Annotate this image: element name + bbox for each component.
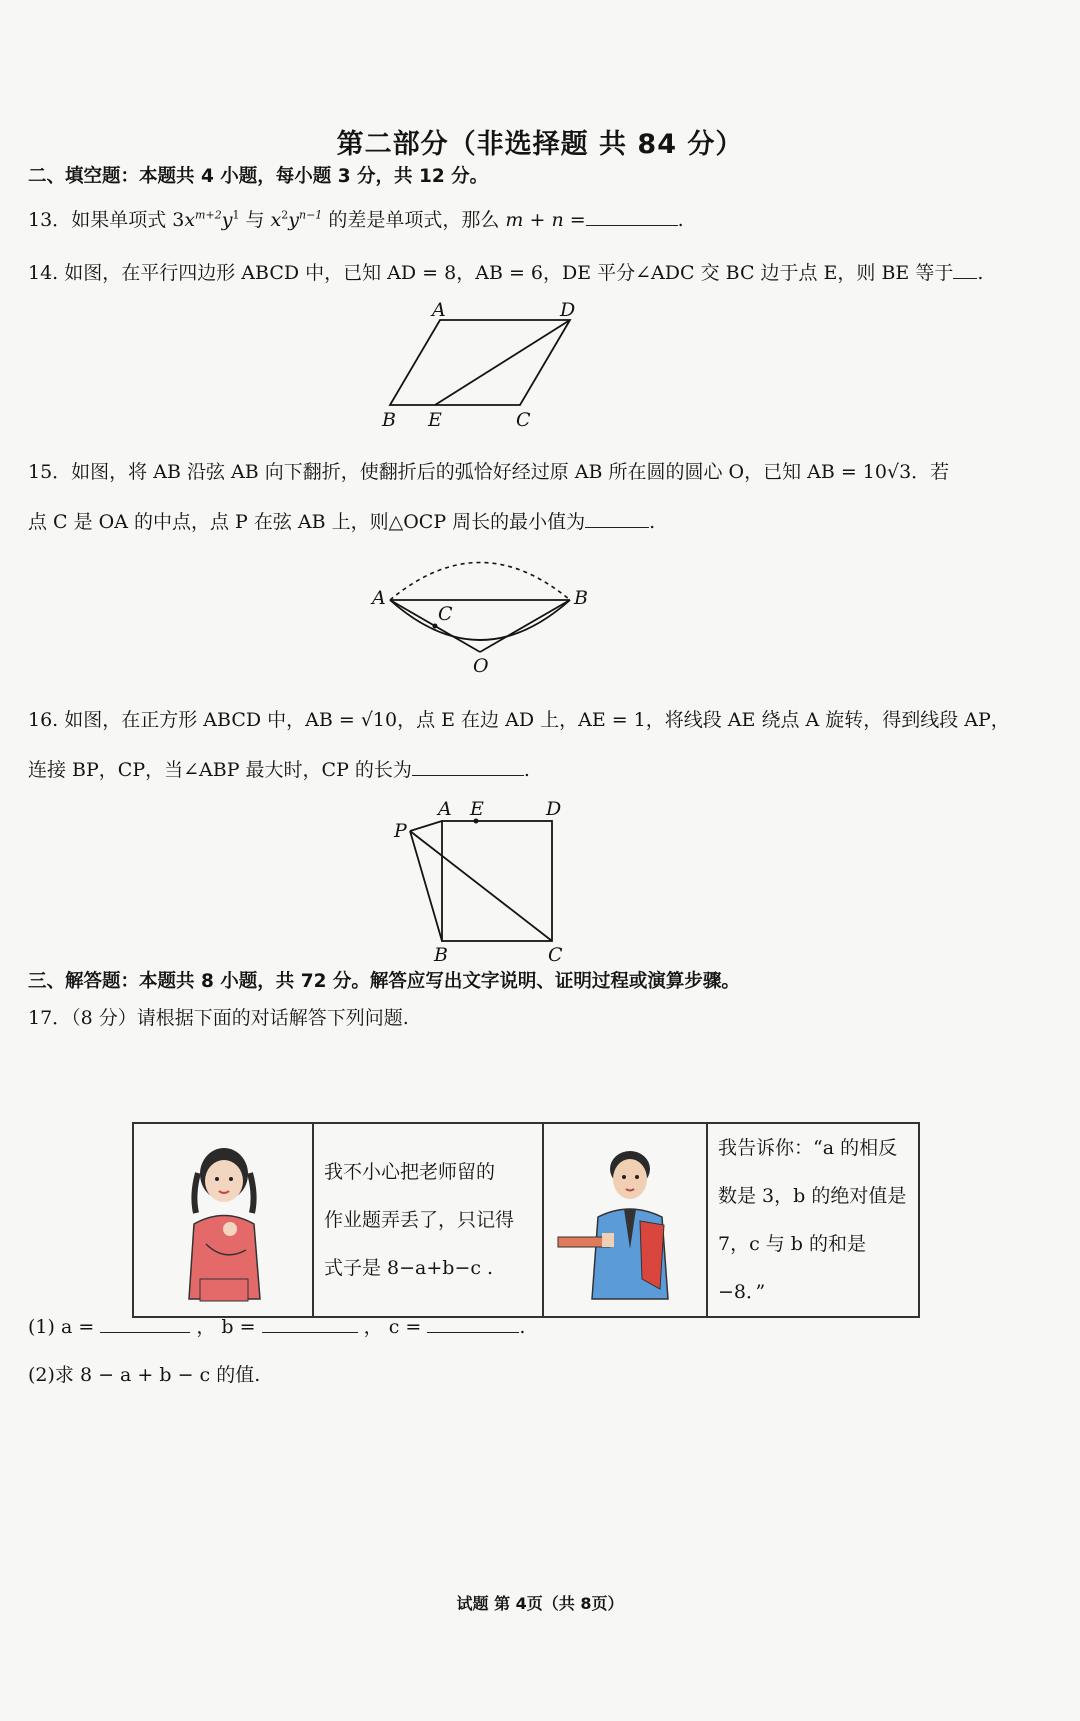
answer-blank-16[interactable] bbox=[412, 757, 524, 776]
label-O: O bbox=[473, 655, 489, 677]
question-14-text: 14. 如图，在平行四边形 ABCD 中，已知 AD = 8，AB = 6，DE 平分∠ADC 交 BC 边于点 E，则 BE 等于 bbox=[28, 262, 954, 284]
teacher-illustration bbox=[544, 1129, 706, 1307]
dialog-table bbox=[132, 1122, 920, 1318]
parallelogram-figure bbox=[380, 300, 600, 430]
folded-arc-figure bbox=[360, 540, 640, 680]
question-13-number: 13． bbox=[28, 209, 72, 231]
question-17-part-2: (2)求 8 − a + b − c 的值. bbox=[28, 1364, 261, 1386]
answer-blank-a[interactable] bbox=[100, 1314, 190, 1333]
question-17-part-1: (1) a = ， b = ， c = . bbox=[28, 1316, 526, 1338]
label-P: P bbox=[394, 820, 407, 842]
answer-blank-b[interactable] bbox=[262, 1314, 358, 1333]
question-15-line-2: 点 C 是 OA 的中点，点 P 在弦 AB 上，则△OCP 周长的最小值为 . bbox=[28, 511, 656, 533]
question-17-header: 17．（8 分）请根据下面的对话解答下列问题. bbox=[28, 1007, 409, 1029]
label-A: A bbox=[432, 300, 446, 321]
page-footer: 试题 第 4页（共 8页） bbox=[456, 1594, 624, 1613]
label-C: C bbox=[548, 944, 563, 965]
label-A: A bbox=[372, 587, 386, 609]
question-13: 13．如果单项式 $3x^{m+2}y^1$ 与 $x^2y^{n-1}$ 的差是单项式，那么 m + n = . bbox=[28, 208, 684, 231]
page-title: 第二部分（非选择题 共 84 分） bbox=[336, 129, 744, 160]
label-B: B bbox=[574, 587, 588, 609]
question-13-expression: m + n = bbox=[505, 209, 586, 231]
part-1-b-label: b = bbox=[221, 1316, 256, 1338]
question-16-text: 连接 BP，CP，当∠ABP 最大时，CP 的长为 bbox=[28, 759, 412, 781]
question-16-line-2: 连接 BP，CP，当∠ABP 最大时，CP 的长为 . bbox=[28, 759, 530, 781]
question-15-text: 点 C 是 OA 的中点，点 P 在弦 AB 上，则△OCP 周长的最小值为 bbox=[28, 511, 586, 533]
teacher-speech-line-3: 7，c 与 b 的和是 −8．” bbox=[718, 1233, 867, 1303]
label-B: B bbox=[434, 944, 448, 965]
teacher-speech-line-2: 数是 3，b 的绝对值是 bbox=[718, 1185, 907, 1207]
label-E: E bbox=[470, 798, 484, 820]
label-C: C bbox=[516, 409, 531, 430]
girl-speech-line-3: 式子是 8−a+b−c . bbox=[324, 1257, 494, 1279]
question-14: 14. 如图，在平行四边形 ABCD 中，已知 AD = 8，AB = 6，DE 平分∠ADC 交 BC 边于点 E，则 BE 等于 . bbox=[28, 262, 984, 284]
answer-blank-13[interactable] bbox=[586, 207, 678, 226]
answer-blank-c[interactable] bbox=[427, 1314, 519, 1333]
girl-speech-line-1: 我不小心把老师留的 bbox=[324, 1161, 496, 1183]
teacher-speech-line-1: 我告诉你：“a 的相反 bbox=[718, 1137, 898, 1159]
label-B: B bbox=[382, 409, 396, 430]
part-1-c-label: c = bbox=[388, 1316, 422, 1338]
section-fill-in-heading: 二、填空题：本题共 4 小题，每小题 3 分，共 12 分。 bbox=[28, 166, 489, 187]
answer-blank-15[interactable] bbox=[585, 509, 649, 528]
label-D: D bbox=[546, 798, 562, 820]
girl-student-illustration bbox=[134, 1129, 312, 1307]
label-D: D bbox=[560, 300, 576, 321]
girl-speech-line-2: 作业题弄丢了，只记得 bbox=[324, 1209, 515, 1231]
square-figure bbox=[390, 795, 590, 965]
teacher-illustration-cell bbox=[543, 1123, 707, 1317]
question-15-line-1: 15．如图，将 AB 沿弦 AB 向下翻折，使翻折后的弧恰好经过原 AB 所在圆的圆心 O，已知 AB = 10√3．若 bbox=[28, 461, 950, 483]
teacher-speech-cell bbox=[707, 1123, 919, 1317]
girl-speech-cell bbox=[313, 1123, 543, 1317]
question-13-text-a: 如果单项式 3 bbox=[71, 209, 185, 231]
answer-blank-14[interactable] bbox=[953, 260, 977, 279]
section-answer-heading: 三、解答题：本题共 8 小题，共 72 分。解答应写出文字说明、证明过程或演算步骤。 bbox=[28, 971, 740, 992]
label-E: E bbox=[428, 409, 442, 430]
question-16-line-1: 16. 如图，在正方形 ABCD 中，AB = √10，点 E 在边 AD 上，AE = 1，将线段 AE 绕点 A 旋转，得到线段 AP， bbox=[28, 709, 1010, 731]
label-C: C bbox=[438, 603, 453, 625]
question-13-text-c: 的差是单项式，那么 bbox=[328, 209, 500, 231]
part-1-a-label: (1) a = bbox=[28, 1316, 95, 1338]
girl-illustration-cell bbox=[133, 1123, 313, 1317]
question-13-text-b: 与 bbox=[245, 209, 265, 231]
label-A: A bbox=[438, 798, 452, 820]
